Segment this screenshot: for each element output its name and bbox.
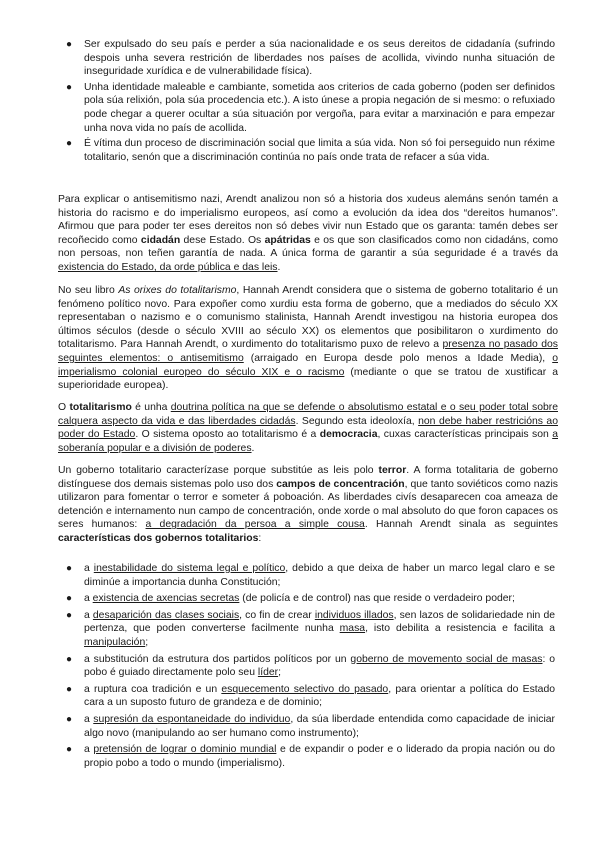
refugee-bullet-list bbox=[62, 38, 555, 166]
bullet-icon: ● bbox=[66, 744, 73, 756]
list-item: ● Unha identidade maleable e cambiante, sometida aos criterios de cada goberno (poden ser definidos pola súa relixión, pola súa procedencia etc.). A isto únese a propia negación de si mesmo: o refuxiado pode chegar a querer ocultar a súa situación por vergoña, para evitar a marxinación e para empezar unha nova vida no país de acollida. bbox=[66, 81, 555, 134]
bullet-icon: ● bbox=[66, 563, 73, 574]
characteristics-bullet-list bbox=[62, 562, 555, 773]
list-item: ● a desaparición das clases sociais, co fin de crear individuos illados, sen lazos de solidariedade nin de pertenza, que poden converterse facilmente nunha masa, isto debilita a resistencia e facilita a manipulación; bbox=[66, 609, 556, 648]
bullet-icon: ● bbox=[66, 81, 73, 93]
list-item: ● a existencia de axencias secretas (de policía e de control) nas que reside o verdadeiro poder; bbox=[66, 593, 515, 605]
bullet-icon: ● bbox=[66, 609, 73, 621]
bullet-icon: ● bbox=[66, 683, 73, 695]
list-item: ● a supresión da espontaneidade do individuo, da súa liberdade entendida como capacidade de iniciar algo novo (manipulando ao ser humano como instrumento); bbox=[66, 713, 556, 739]
paragraph-origins-totalitarianism: No seu libro As orixes do totalitarismo, Hannah Arendt considera que o sistema de goberno totalitario é un fenómeno político novo. Para expoñer como xurdiu esta forma de goberno, que a mediados do século XX representaban o nazismo e o comunismo stalinista, Hannah Arendt investigou na historia europea dos últimos séculos (desde o século XVIII ao século XX) os elementos que posibilitaron o xurdimento do totalitarismo. Para Hannah Arendt, o xurdimento do totalitarismo puxo de relevo a presenza no pasado dos seguintes elementos: o antisemitismo (arraigado en Europa desde polo menos a Idade Media), o imperialismo colonial europeo do século XIX e o racismo (mediante o que se tratou de xustificar a superioridade europea). bbox=[58, 285, 558, 392]
list-item: ● Ser expulsado do seu país e perder a súa nacionalidade e os seus dereitos de cidadanía (sufrindo despois unha severa restrición de liberdades nos países de acollida, vivindo nunha situación de inseguridade xurídica e de vulnerabilidade física). bbox=[66, 39, 555, 78]
paragraph-terror: Un goberno totalitario caracterízase porque substitúe as leis polo terror. A forma totalitaria de goberno distínguese dos demais sistemas polo uso dos campos de concentración, que tanto soviéticos como nazis utilizaron para fomentar o terror e someter á poboación. As liberdades civís desaparecen coa ameaza de detención e internamento nun campo de concentración, onde xorde o mal absoluto do que foron capaces os seres humanos: a degradación da persoa a simple cousa. Hannah Arendt sinala as seguintes características dos gobernos totalitarios: bbox=[58, 465, 558, 544]
bullet-icon: ● bbox=[66, 39, 73, 50]
list-item: ● a ruptura coa tradición e un esquecemento selectivo do pasado, para orientar a política do Estado cara a un suposto futuro de grandeza e de dominio; bbox=[66, 683, 556, 709]
list-item: ● a inestabilidade do sistema legal e político, debido a que deixa de haber un marco legal claro e se diminúe a importancia dunha Constitución; bbox=[66, 563, 555, 588]
bullet-icon: ● bbox=[66, 593, 73, 605]
bullet-icon: ● bbox=[66, 713, 73, 725]
bullet-icon: ● bbox=[66, 138, 73, 150]
list-item: ● É vítima dun proceso de discriminación social que limita a súa vida. Non só foi perseguido nun réxime totalitario, senón que a discriminación continúa no país onde trata de refacer a súa vida. bbox=[66, 138, 555, 163]
bullet-icon: ● bbox=[66, 653, 73, 665]
list-item: ● a pretensión de lograr o dominio mundial e de expandir o poder e o liderado da propia nación ou do propio pobo a todo o mundo (imperialismo). bbox=[66, 744, 556, 769]
paragraph-antisemitism: Para explicar o antisemitismo nazi, Arendt analizou non só a historia dos xudeus alemáns senón tamén a historia do racismo e do imperialismo europeos, así como a evolución da idea dos “dereitos humanos”. Afirmou que para poder ter eses dereitos non só debes vivir nun Estado que os garanta: tamén debes ser recoñecido como cidadán dese Estado. Os apátridas e os que son clasificados como non cidadáns, como non persoas, non teñen garantía de nada. A única forma de garantir a súa seguridade é a través da existencia do Estado, da orde pública e das leis. bbox=[58, 194, 559, 273]
list-item: ● a substitución da estrutura dos partidos políticos por un goberno de movemento social de masas: o pobo é guiado directamente polo seu líder; bbox=[66, 653, 556, 679]
paragraph-totalitarianism-definition: O totalitarismo é unha doutrina política na que se defende o absolutismo estatal e o seu poder total sobre calquera aspecto da vida e das liberdades cidadás. Segundo esta ideoloxía, non debe haber restricións ao poder do Estado. O sistema oposto ao totalitarismo é a democracia, cuxas características principais son a soberanía popular e a división de poderes. bbox=[58, 402, 558, 454]
